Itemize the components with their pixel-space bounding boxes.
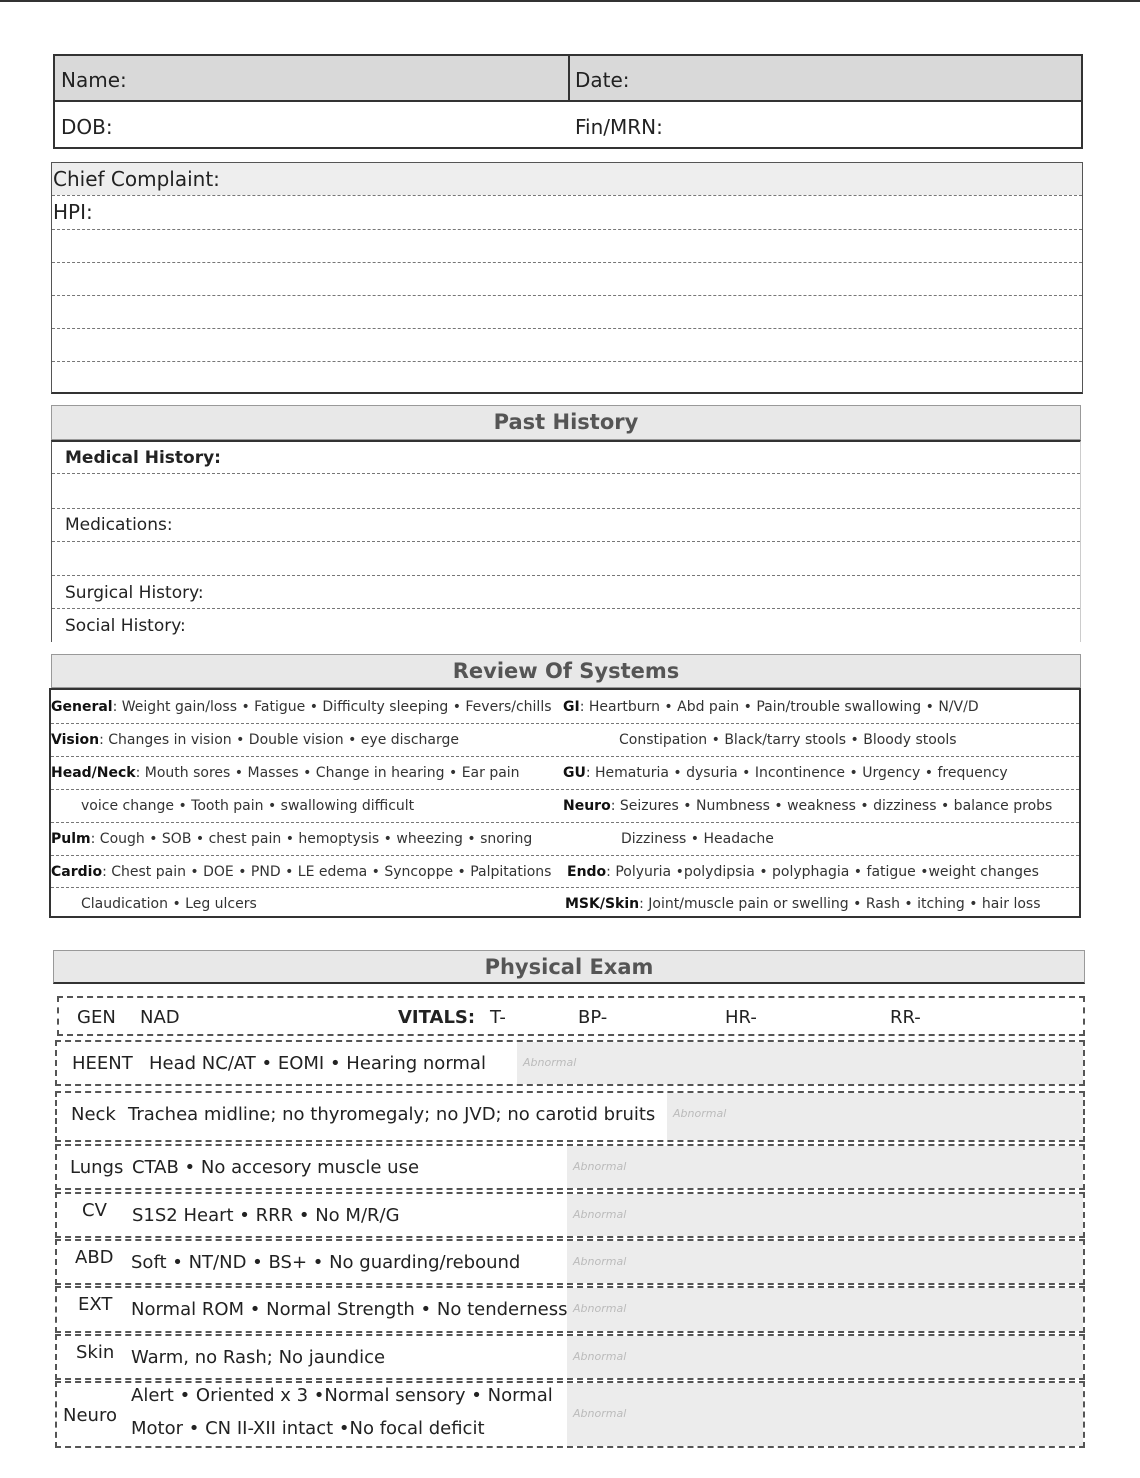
- date-field[interactable]: Date:: [575, 68, 630, 92]
- vitals-row: [57, 996, 1085, 1036]
- abnormal-input[interactable]: Abnormal: [567, 1288, 1083, 1331]
- medical-history-field[interactable]: Medical History:: [65, 448, 221, 468]
- abnormal-input[interactable]: Abnormal: [517, 1042, 1083, 1084]
- bp-field[interactable]: BP-: [578, 1007, 608, 1028]
- name-field[interactable]: Name:: [61, 68, 127, 92]
- exam-row-ext: [55, 1286, 1085, 1333]
- exam-normal-findings: Head NC/AT • EOMI • Hearing normal: [149, 1053, 486, 1074]
- ros-item-right: [563, 765, 1008, 781]
- ros-symptoms: : Changes in vision • Double vision • eye discharge: [99, 732, 459, 748]
- hpi-field[interactable]: HPI:: [53, 200, 93, 224]
- exam-normal-findings: Motor • CN II-XII intact •No focal deficit: [131, 1418, 485, 1439]
- fin-mrn-field[interactable]: Fin/MRN:: [575, 115, 663, 139]
- ros-item-left: [51, 831, 532, 847]
- chief-complaint-field[interactable]: Chief Complaint:: [53, 167, 220, 191]
- ros-title: Review Of Systems: [51, 654, 1081, 688]
- ros-symptoms: : Joint/muscle pain or swelling • Rash • itching • hair loss: [639, 896, 1041, 912]
- exam-row-lungs: [55, 1144, 1085, 1190]
- ros-system-label: Endo: [567, 864, 607, 880]
- ros-item-right: [563, 699, 979, 715]
- vitals-label: VITALS:: [398, 1007, 476, 1028]
- ros-item-left: [81, 896, 257, 912]
- ros-symptoms: : Weight gain/loss • Fatigue • Difficulty sleeping • Fevers/chills: [112, 699, 552, 715]
- past-history-section: [51, 440, 1081, 642]
- ros-item-left: [51, 765, 520, 781]
- temp-field[interactable]: T-: [490, 1007, 506, 1028]
- ros-symptoms: : Hematuria • dysuria • Incontinence • Urgency • frequency: [585, 765, 1008, 781]
- ros-item-left: [51, 699, 552, 715]
- exam-row-neck: [55, 1091, 1085, 1142]
- complaint-section: [51, 162, 1083, 394]
- ros-item-left: [51, 864, 551, 880]
- ros-symptoms: Constipation • Black/tarry stools • Bloody stools: [619, 732, 957, 748]
- exam-normal-findings: Soft • NT/ND • BS+ • No guarding/rebound: [131, 1252, 521, 1273]
- abnormal-input[interactable]: Abnormal: [567, 1194, 1083, 1236]
- exam-row-neuro: [55, 1381, 1085, 1448]
- ros-item-right: [565, 896, 1041, 912]
- ros-system-label: MSK/Skin: [565, 896, 640, 912]
- dob-field[interactable]: DOB:: [61, 115, 113, 139]
- exam-row-skin: [55, 1334, 1085, 1380]
- ros-system-label: Cardio: [51, 864, 103, 880]
- ros-item-left: [81, 798, 414, 814]
- exam-label: EXT: [78, 1294, 113, 1315]
- gen-label: GEN: [77, 1007, 116, 1028]
- abnormal-input[interactable]: Abnormal: [567, 1336, 1083, 1378]
- ros-system-label: Pulm: [51, 831, 91, 847]
- surgical-history-field[interactable]: Surgical History:: [65, 583, 204, 603]
- ros-symptoms: : Polyuria •polydipsia • polyphagia • fatigue •weight changes: [606, 864, 1039, 880]
- exam-label: ABD: [75, 1247, 114, 1268]
- ros-item-right: [621, 831, 774, 847]
- ros-system-label: Vision: [51, 732, 100, 748]
- abnormal-input[interactable]: Abnormal: [667, 1093, 1083, 1140]
- exam-label: Neck: [71, 1104, 116, 1125]
- exam-label: HEENT: [72, 1053, 133, 1074]
- rr-field[interactable]: RR-: [890, 1007, 921, 1028]
- hr-field[interactable]: HR-: [725, 1007, 757, 1028]
- ros-section: [49, 688, 1081, 918]
- medications-field[interactable]: Medications:: [65, 515, 173, 535]
- exam-normal-findings: S1S2 Heart • RRR • No M/R/G: [132, 1205, 400, 1226]
- ros-item-right: [563, 798, 1052, 814]
- exam-label: Skin: [76, 1342, 115, 1363]
- exam-normal-findings: Alert • Oriented x 3 •Normal sensory • Normal: [131, 1385, 553, 1406]
- ros-symptoms: : Mouth sores • Masses • Change in hearing • Ear pain: [135, 765, 520, 781]
- ros-symptoms: voice change • Tooth pain • swallowing difficult: [81, 798, 415, 814]
- ros-symptoms: : Seizures • Numbness • weakness • dizziness • balance probs: [610, 798, 1053, 814]
- exam-normal-findings: Normal ROM • Normal Strength • No tenderness: [131, 1299, 568, 1320]
- abnormal-input[interactable]: Abnormal: [567, 1383, 1083, 1446]
- physical-exam-title: Physical Exam: [53, 950, 1085, 984]
- ros-system-label: GU: [563, 765, 586, 781]
- abnormal-input[interactable]: Abnormal: [567, 1241, 1083, 1283]
- past-history-title: Past History: [51, 405, 1081, 440]
- ros-symptoms: : Cough • SOB • chest pain • hemoptysis • wheezing • snoring: [90, 831, 533, 847]
- ros-item-right: [619, 732, 957, 748]
- ros-symptoms: Claudication • Leg ulcers: [81, 896, 257, 912]
- exam-normal-findings: Trachea midline; no thyromegaly; no JVD; no carotid bruits: [128, 1104, 656, 1125]
- exam-normal-findings: CTAB • No accesory muscle use: [132, 1157, 420, 1178]
- abnormal-input[interactable]: Abnormal: [567, 1146, 1083, 1188]
- ros-symptoms: Dizziness • Headache: [621, 831, 774, 847]
- exam-label: Neuro: [63, 1405, 117, 1426]
- gen-value: NAD: [140, 1007, 180, 1028]
- exam-normal-findings: Warm, no Rash; No jaundice: [131, 1347, 386, 1368]
- exam-label: Lungs: [70, 1157, 124, 1178]
- ros-system-label: General: [51, 699, 113, 715]
- social-history-field[interactable]: Social History:: [65, 616, 186, 636]
- ros-item-left: [51, 732, 459, 748]
- ros-system-label: Neuro: [563, 798, 611, 814]
- exam-row-cv: [55, 1192, 1085, 1238]
- exam-label: CV: [82, 1200, 107, 1221]
- ros-item-right: [567, 864, 1039, 880]
- ros-symptoms: : Heartburn • Abd pain • Pain/trouble swallowing • N/V/D: [579, 699, 979, 715]
- patient-header: [53, 54, 1083, 149]
- ros-system-label: GI: [563, 699, 580, 715]
- ros-system-label: Head/Neck: [51, 765, 136, 781]
- ros-symptoms: : Chest pain • DOE • PND • LE edema • Syncoppe • Palpitations: [102, 864, 552, 880]
- exam-row-heent: [55, 1040, 1085, 1086]
- exam-row-abd: [55, 1239, 1085, 1285]
